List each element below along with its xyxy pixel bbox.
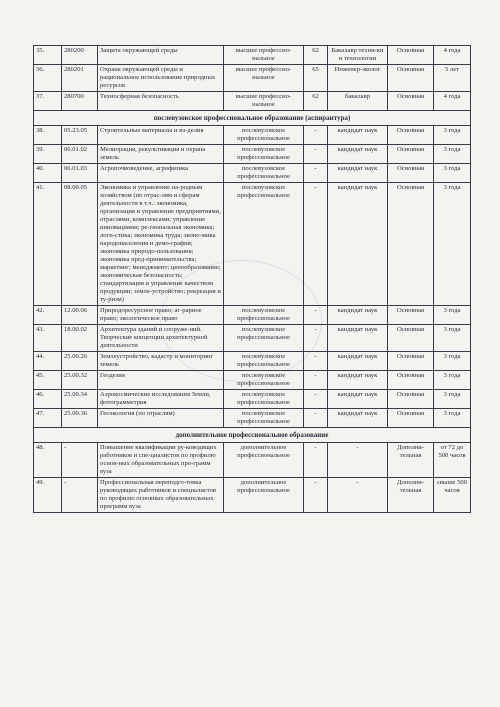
education-level-cell: послевузовское профессиональное bbox=[224, 390, 304, 409]
row-number-cell: 44. bbox=[34, 352, 62, 371]
program-name-cell: Аэрокосмические исследования Земли, фотограмметрия bbox=[98, 390, 224, 409]
row-number-cell: 35. bbox=[34, 46, 62, 65]
education-level-cell: послевузовское профессиональное bbox=[224, 145, 304, 164]
program-name-cell: Агропочвоведение, агрофизика bbox=[98, 164, 224, 183]
standard-duration-cell: - bbox=[304, 478, 328, 513]
program-name-cell: Мелиорация, рекультивация и охрана земель bbox=[98, 145, 224, 164]
education-level-cell: послевузовское профессиональное bbox=[224, 164, 304, 183]
study-term-cell: 4 года bbox=[434, 46, 471, 65]
table-row bbox=[34, 371, 471, 390]
program-name-cell: Геоэкология (по отраслям) bbox=[98, 409, 224, 428]
row-number-cell: 36. bbox=[34, 65, 62, 92]
standard-duration-cell: 65 bbox=[304, 65, 328, 92]
program-code-cell: 08.00.05 bbox=[62, 183, 98, 306]
programs-table bbox=[33, 45, 471, 513]
study-term-cell: 3 года bbox=[434, 390, 471, 409]
study-form-cell: Дополни-тельная bbox=[388, 443, 434, 478]
program-name-cell: Защита окружающей среды bbox=[98, 46, 224, 65]
qualification-cell: кандидат наук bbox=[328, 306, 388, 325]
program-code-cell: 12.00.06 bbox=[62, 306, 98, 325]
education-level-cell: послевузовское профессиональное bbox=[224, 409, 304, 428]
program-name-cell: Техносферная безопасность bbox=[98, 92, 224, 111]
program-name-cell: Архитектура зданий и сооруже-ний. Творческие концепции архитектурной деятельности bbox=[98, 325, 224, 352]
study-form-cell: Основная bbox=[388, 371, 434, 390]
program-code-cell: 280201 bbox=[62, 65, 98, 92]
study-form-cell: Дополни-тельная bbox=[388, 478, 434, 513]
study-form-cell: Основная bbox=[388, 126, 434, 145]
table-row bbox=[34, 92, 471, 111]
program-code-cell: 05.23.05 bbox=[62, 126, 98, 145]
education-level-cell: послевузовское профессиональное bbox=[224, 371, 304, 390]
row-number-cell: 40. bbox=[34, 164, 62, 183]
row-number-cell: 41. bbox=[34, 183, 62, 306]
program-code-cell: 06.01.02 bbox=[62, 145, 98, 164]
row-number-cell: 45. bbox=[34, 371, 62, 390]
study-term-cell: 3 года bbox=[434, 183, 471, 306]
program-code-cell: 18.00.02 bbox=[62, 325, 98, 352]
table-row bbox=[34, 325, 471, 352]
study-term-cell: 5 лет bbox=[434, 65, 471, 92]
study-form-cell: Основная bbox=[388, 390, 434, 409]
study-form-cell: Основная bbox=[388, 352, 434, 371]
study-term-cell: 3 года bbox=[434, 164, 471, 183]
row-number-cell: 48. bbox=[34, 443, 62, 478]
program-name-cell: Геодезия bbox=[98, 371, 224, 390]
standard-duration-cell: - bbox=[304, 145, 328, 164]
standard-duration-cell: - bbox=[304, 164, 328, 183]
standard-duration-cell: - bbox=[304, 390, 328, 409]
program-name-cell: Профессиональная переподго-товка руководящих работников и специалистов по профилю основных образовательных программ вуза bbox=[98, 478, 224, 513]
program-code-cell: 06.01.03 bbox=[62, 164, 98, 183]
qualification-cell: кандидат наук bbox=[328, 183, 388, 306]
program-code-cell: 25.00.26 bbox=[62, 352, 98, 371]
standard-duration-cell: 62 bbox=[304, 92, 328, 111]
program-code-cell: - bbox=[62, 478, 98, 513]
row-number-cell: 39. bbox=[34, 145, 62, 164]
standard-duration-cell: - bbox=[304, 371, 328, 390]
qualification-cell: кандидат наук bbox=[328, 325, 388, 352]
standard-duration-cell: 62 bbox=[304, 46, 328, 65]
table-row bbox=[34, 164, 471, 183]
study-term-cell: свыше 500 часов bbox=[434, 478, 471, 513]
standard-duration-cell: - bbox=[304, 409, 328, 428]
row-number-cell: 42. bbox=[34, 306, 62, 325]
row-number-cell: 46. bbox=[34, 390, 62, 409]
program-code-cell: 280700 bbox=[62, 92, 98, 111]
study-term-cell: 3 года bbox=[434, 409, 471, 428]
standard-duration-cell: - bbox=[304, 306, 328, 325]
table-row bbox=[34, 183, 471, 306]
education-level-cell: послевузовское профессиональное bbox=[224, 325, 304, 352]
table-row bbox=[34, 65, 471, 92]
study-term-cell: от 72 до 500 часов bbox=[434, 443, 471, 478]
table-row bbox=[34, 46, 471, 65]
table-row bbox=[34, 390, 471, 409]
qualification-cell: - bbox=[328, 443, 388, 478]
study-form-cell: Основная bbox=[388, 65, 434, 92]
section-header-postgraduate: послевузовское профессиональное образование (аспирантура) bbox=[34, 111, 471, 126]
program-code-cell: - bbox=[62, 443, 98, 478]
program-name-cell: Природоресурсное право; аг-рарное право; экологическое право bbox=[98, 306, 224, 325]
education-level-cell: послевузовское профессиональное bbox=[224, 352, 304, 371]
table-row bbox=[34, 478, 471, 513]
qualification-cell: кандидат наук bbox=[328, 145, 388, 164]
program-name-cell: Землеустройство, кадастр и мониторинг земель bbox=[98, 352, 224, 371]
education-level-cell: послевузовское профессиональное bbox=[224, 183, 304, 306]
row-number-cell: 37. bbox=[34, 92, 62, 111]
program-name-cell: Повышение квалификации ру-ководящих работников и спе-циалистов по профилю основ-ных образовательных про-грамм вуза bbox=[98, 443, 224, 478]
program-name-cell: Экономика и управление на-родным хозяйством (по отрас-лям и сферам деятельности в т.ч.: экономика, организация и управление предприятиями, отраслями, комплексами; управление инновациями; ре-гиональная экономика; логи-стика; экономика труда; эконо-мика народонаселения и демо-графия; экономика природо-пользования; экономика пред-принимательства; маркетинг; менеджмент; ценообразование; экономическая безопасность; стандартизация и управление качеством продукции; земле-устройство; рекреация и ту-ризм) bbox=[98, 183, 224, 306]
qualification-cell: кандидат наук bbox=[328, 126, 388, 145]
table-row bbox=[34, 306, 471, 325]
education-level-cell: дополнительное профессиональное bbox=[224, 478, 304, 513]
study-term-cell: 4 года bbox=[434, 92, 471, 111]
table-row bbox=[34, 126, 471, 145]
standard-duration-cell: - bbox=[304, 126, 328, 145]
study-term-cell: 3 года bbox=[434, 126, 471, 145]
standard-duration-cell: - bbox=[304, 443, 328, 478]
qualification-cell: бакалавр bbox=[328, 92, 388, 111]
table-row bbox=[34, 409, 471, 428]
standard-duration-cell: - bbox=[304, 352, 328, 371]
education-level-cell: послевузовское профессиональное bbox=[224, 126, 304, 145]
program-code-cell: 25.00.34 bbox=[62, 390, 98, 409]
table-row bbox=[34, 352, 471, 371]
qualification-cell: кандидат наук bbox=[328, 390, 388, 409]
qualification-cell: кандидат наук bbox=[328, 409, 388, 428]
row-number-cell: 43. bbox=[34, 325, 62, 352]
row-number-cell: 49. bbox=[34, 478, 62, 513]
study-form-cell: Основная bbox=[388, 183, 434, 306]
table-row bbox=[34, 443, 471, 478]
qualification-cell: кандидат наук bbox=[328, 164, 388, 183]
education-level-cell: высшее профессио-нальное bbox=[224, 92, 304, 111]
program-name-cell: Строительные материалы и из-делия bbox=[98, 126, 224, 145]
program-code-cell: 25.00.36 bbox=[62, 409, 98, 428]
study-term-cell: 3 года bbox=[434, 352, 471, 371]
study-term-cell: 3 года bbox=[434, 145, 471, 164]
education-level-cell: дополнительное профессиональное bbox=[224, 443, 304, 478]
study-form-cell: Основная bbox=[388, 409, 434, 428]
study-form-cell: Основная bbox=[388, 46, 434, 65]
standard-duration-cell: - bbox=[304, 325, 328, 352]
study-form-cell: Основная bbox=[388, 306, 434, 325]
study-form-cell: Основная bbox=[388, 164, 434, 183]
row-number-cell: 38. bbox=[34, 126, 62, 145]
study-term-cell: 3 года bbox=[434, 306, 471, 325]
qualification-cell: кандидат наук bbox=[328, 352, 388, 371]
qualification-cell: - bbox=[328, 478, 388, 513]
education-level-cell: высшее профессио-нальное bbox=[224, 65, 304, 92]
section-header-additional: дополнительное профессиональное образование bbox=[34, 428, 471, 443]
study-form-cell: Основная bbox=[388, 325, 434, 352]
study-form-cell: Основная bbox=[388, 145, 434, 164]
study-term-cell: 3 года bbox=[434, 371, 471, 390]
qualification-cell: Бакалавр техни-ки и технологии bbox=[328, 46, 388, 65]
education-level-cell: послевузовское профессиональное bbox=[224, 306, 304, 325]
program-code-cell: 25.00.32 bbox=[62, 371, 98, 390]
program-name-cell: Охрана окружающей среды и рациональное использование природных ресурсов bbox=[98, 65, 224, 92]
qualification-cell: кандидат наук bbox=[328, 371, 388, 390]
study-term-cell: 3 года bbox=[434, 325, 471, 352]
row-number-cell: 47. bbox=[34, 409, 62, 428]
education-level-cell: высшее профессио-нальное bbox=[224, 46, 304, 65]
program-code-cell: 280200 bbox=[62, 46, 98, 65]
standard-duration-cell: - bbox=[304, 183, 328, 306]
table-row bbox=[34, 145, 471, 164]
study-form-cell: Основная bbox=[388, 92, 434, 111]
qualification-cell: Инженер-эколог bbox=[328, 65, 388, 92]
